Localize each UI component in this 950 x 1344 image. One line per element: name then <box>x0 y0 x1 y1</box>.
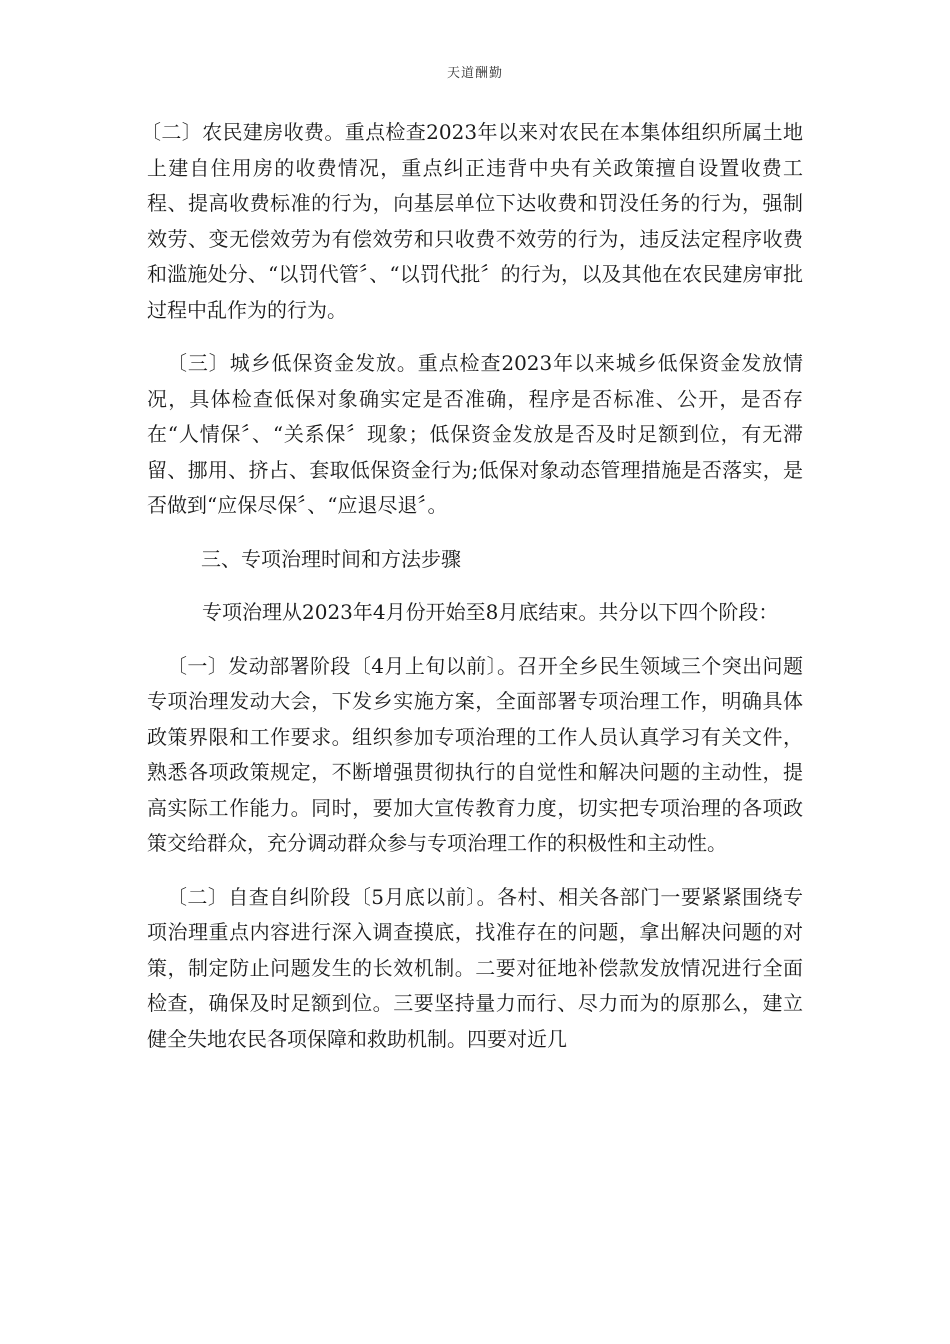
paragraph-self-inspection-stage: 〔二〕自查自纠阶段〔5月底以前〕。各村、相关各部门一要紧紧围绕专项治理重点内容进行深入调查摸底，找准存在的问题，拿出解决问题的对策，制定防止问题发生的长效机制。二要对征地补偿款发放情况进行全面检查，确保及时足额到位。三要坚持量力而行、尽力而为的原那么，建立健全失地农民各项保障和救助机制。四要对近几 <box>147 884 803 1051</box>
paragraph-subsistence-allowance: 〔三〕城乡低保资金发放。重点检查2023年以来城乡低保资金发放情况，具体检查低保对象确实定是否准确，程序是否标准、公开，是否存在“人情保〞、“关系保〞现象；低保资金发放是否及时足额到位，有无滞留、挪用、挤占、套取低保资金行为;低保对象动态管理措施是否落实，是否做到“应保尽保〞、“应退尽退〞。 <box>147 351 803 517</box>
paragraph-schedule-intro: 专项治理从2023年4月份开始至8月底结束。共分以下四个阶段： <box>202 600 779 624</box>
section-heading-schedule: 三、专项治理时间和方法步骤 <box>201 546 461 571</box>
paragraph-farmer-housing-fees: 〔二〕农民建房收费。重点检查2023年以来对农民在本集体组织所属土地上建自住用房的收费情况，重点纠正违背中央有关政策擅自设置收费工程、提高收费标准的行为，向基层单位下达收费和罚没任务的行为，强制效劳、变无偿效劳为有偿效劳和只收费不效劳的行为，违反法定程序收费和滥施处分、“以罚代管〞、“以罚代批〞的行为，以及其他在农民建房审批过程中乱作为的行为。 <box>141 120 803 322</box>
page-header: 天道酬勤 <box>446 66 503 81</box>
document-body <box>141 115 803 1057</box>
paragraph-mobilization-stage: 〔一〕发动部署阶段〔4月上旬以前〕。召开全乡民生领域三个突出问题专项治理发动大会，下发乡实施方案，全面部署专项治理工作，明确具体政策界限和工作要求。组织参加专项治理的工作人员认真学习有关文件，熟悉各项政策规定，不断增强贯彻执行的自觉性和解决问题的主动性，提高实际工作能力。同时，要加大宣传教育力度，切实把专项治理的各项政策交给群众，充分调动群众参与专项治理工作的积极性和主动性。 <box>147 653 803 855</box>
